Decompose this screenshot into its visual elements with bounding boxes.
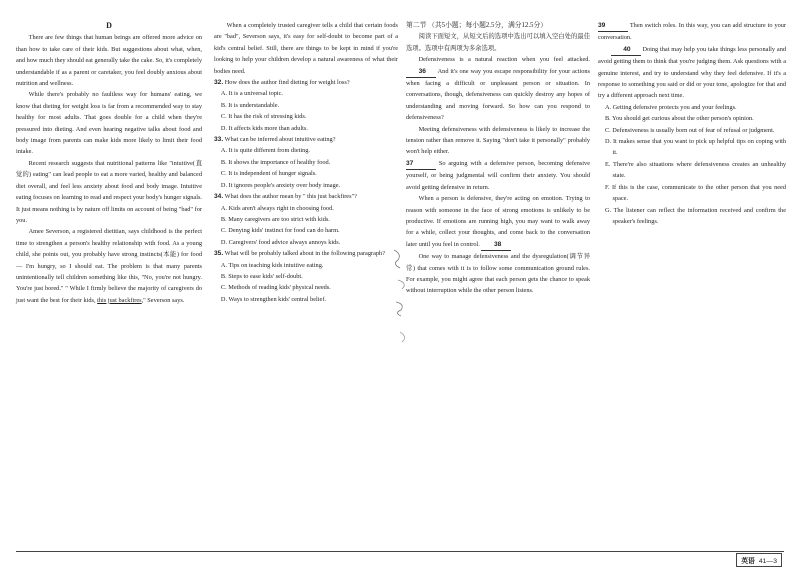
question-number: 34. [214, 193, 224, 201]
cloze-paragraph-2 [406, 124, 590, 158]
column-3 [406, 20, 590, 297]
cloze-option-f[interactable]: F. If this is the case, communicate to the other person that you need space. [604, 183, 786, 203]
question-stem: How does the author find dieting for weight loss? [224, 79, 350, 87]
option-a[interactable]: A. It is a universal topic. [220, 90, 284, 98]
page-footer [736, 553, 782, 567]
passage-d-paragraph-3: Recent research suggests that nutritional patterns like "intuitive(直觉的) eating" can lead people to eat a more varied, healthy and balanced diet overall, and feel less anxiety about food and body image. Intuitive eating focuses on learning to read and respect your body's hunger signals. It just means nothing is by nature off limits on account of being "bad" for you. [16, 159, 202, 224]
question-33 [214, 134, 398, 191]
passage-d-paragraph-1: There are few things that human beings are offered more advice on than how to take care of their kids. But suggestions about what, when, and how much they should eat generally take the cake. So, it's completely understandable if as a parent or caretaker, you feel doubly anxious about nutrition and wellness. [16, 34, 202, 88]
passage-d-title: D [106, 21, 112, 30]
cloze-paragraph-5 [406, 251, 590, 297]
cloze-paragraph-4 [406, 193, 590, 251]
question-35 [214, 248, 398, 305]
cloze-text: Defensiveness is a natural reaction when you feel attacked. [418, 56, 590, 64]
blank-38[interactable]: 38 [481, 239, 511, 251]
cloze-option-d[interactable]: D. It makes sense that you want to pick up helpful tips on coping with it. [604, 138, 786, 157]
option-a[interactable]: A. Tips on teaching kids intuitive eating. [220, 261, 324, 269]
option-c[interactable]: C. Denying kids' instinct for food can do harm. [220, 227, 340, 235]
paragraph-4-end: ," Severson says. [141, 296, 185, 304]
blank-36[interactable]: 36 [406, 66, 436, 78]
option-b[interactable]: B. Many caregivers are too strict with kids. [220, 215, 330, 223]
cloze-text: One way to manage defensiveness and the dysregulation(调节异常) that comes with it is to follow some communication ground rules. For example, you might agree that each person gets the chance to speak without interruption while the other person listens. [406, 253, 590, 295]
section-2-instructions: 阅读下面短文，从短文后的选项中选出可以填入空白处的最佳选项。选项中有两项为多余选项。 [406, 33, 590, 52]
passage-d-paragraph-5: When a completely trusted caregiver tells a child that certain foods are "bad", Severson says, it's easy for self-doubt to become part of a kid's central belief. Still, there are things to be kept in mind if you're looking to help your children develop a natural awareness of what their bodies need. [214, 22, 398, 75]
option-c[interactable]: C. It is independent of hunger signals. [220, 170, 317, 178]
question-stem: What does the author mean by " this just backfires"? [224, 193, 357, 201]
column-2 [214, 20, 398, 305]
cloze-option-a[interactable]: A. Getting defensive protects you and your feelings. [604, 103, 737, 111]
column-4 [598, 20, 786, 227]
cloze-text: Doing that may help you take things less personally and avoid getting them to think that you're judging them. Ask questions with a genuine interest, and try to understand why they feel defensive. If it's a response to something you said or did or your tone, apologize for that and try a different approach next time. [598, 45, 786, 100]
option-c[interactable]: C. Methods of reading kids' physical needs. [220, 284, 331, 292]
cloze-paragraph-1 [406, 54, 590, 123]
paragraph-4-text: Amee Severson, a registered dietitian, says childhood is the perfect time to strengthen a person's healthy relationship with food. As a young child, she points out, you probably have strong instincts(本能) for food — I'm hungry, so I should eat. The problem is that many parents unintentionally tell children something like this, "No, you're not hungry. You're just bored." " While I firmly believe the majority of caregivers do just want the best for their kids, [16, 228, 202, 304]
question-number: 35. [214, 250, 224, 258]
option-d[interactable]: D. Caregivers' food advice always annoys kids. [220, 238, 341, 246]
page-number: 41—3 [758, 558, 777, 565]
cloze-option-e[interactable]: E. There're also situations where defensiveness creates an unhealthy state. [604, 160, 786, 180]
option-d[interactable]: D. It affects kids more than adults. [220, 124, 308, 132]
question-32 [214, 77, 398, 134]
underlined-phrase: this just backfires [97, 296, 142, 304]
cloze-option-g[interactable]: G. The listener can reflect the information received and confirm the speaker's feelings. [604, 206, 786, 225]
column-1 [16, 20, 202, 306]
option-c[interactable]: C. It has the risk of stressing kids. [220, 113, 307, 121]
blank-40[interactable]: 40 [611, 44, 641, 56]
question-stem: What will be probably talked about in the following paragraph? [224, 250, 385, 258]
question-stem: What can be inferred about intuitive eating? [224, 136, 336, 144]
option-b[interactable]: B. It shows the importance of healthy food. [220, 158, 331, 166]
cloze-text: Then switch roles. In this way, you can add structure to your conversation. [598, 22, 786, 42]
cloze-text: So arguing with a defensive person, becoming defensive yourself, or being judgmental will confirm their anxiety. You should avoid getting defensive in return. [406, 159, 591, 191]
option-b[interactable]: B. It is understandable. [220, 101, 280, 109]
option-b[interactable]: B. Steps to ease kids' self-doubt. [220, 272, 303, 280]
option-d[interactable]: D. It ignores people's anxiety over body image. [220, 181, 341, 189]
subject-label: 英语 [741, 558, 755, 565]
cloze-option-b[interactable]: B. You should get curious about the other person's opinion. [604, 115, 754, 123]
passage-d-paragraph-2: While there's probably no faultless way for humans' eating, we know that dieting for weight loss is far from a recommended way to stay healthy for most adults. That goes double for a child when they're pressured into dieting. And even hearing negative talks about food and body image from parents can make kids more likely to limit their food intake. [16, 91, 202, 156]
cloze-option-c[interactable]: C. Defensiveness is usually born out of fear of refusal or judgment. [604, 126, 775, 134]
cloze-text: And it's one way you escape responsibility for your actions when facing a difficult or unpleasant person or situation. In conversations, though, defensiveness can quickly destroy any hopes of understanding and moving forward. So how can you respond to defensiveness? [406, 67, 591, 122]
cloze-text: When a person is defensive, they're acting on emotion. Trying to reason with someone in the face of strong emotions is unlikely to be productive. If emotions are running high, you may want to walk away for a while, collect your thoughts, and come back to the conversation later until you feel in control. [406, 195, 590, 248]
question-34 [214, 191, 398, 248]
footer-divider [16, 551, 784, 552]
cloze-paragraph-5-cont [598, 20, 786, 44]
blank-39[interactable]: 39 [598, 20, 628, 32]
option-a[interactable]: A. Kids aren't always right in choosing food. [220, 204, 334, 212]
passage-d-paragraph-4 [16, 226, 202, 306]
section-2-header: 第二节 （共5小题；每小题2.5分，满分12.5分） [406, 22, 548, 29]
question-number: 32. [214, 79, 224, 87]
cloze-text: Meeting defensiveness with defensiveness is likely to increase the tension rather than remove it. Saying "don't take it personally" probably won't help either. [406, 125, 590, 156]
blank-37[interactable]: 37 [406, 158, 436, 170]
cloze-paragraph-3 [406, 158, 590, 193]
cloze-paragraph-6 [598, 44, 786, 102]
option-a[interactable]: A. It is quite different from dieting. [220, 147, 310, 155]
option-d[interactable]: D. Ways to strengthen kids' central belief. [220, 295, 327, 303]
question-number: 33. [214, 136, 224, 144]
